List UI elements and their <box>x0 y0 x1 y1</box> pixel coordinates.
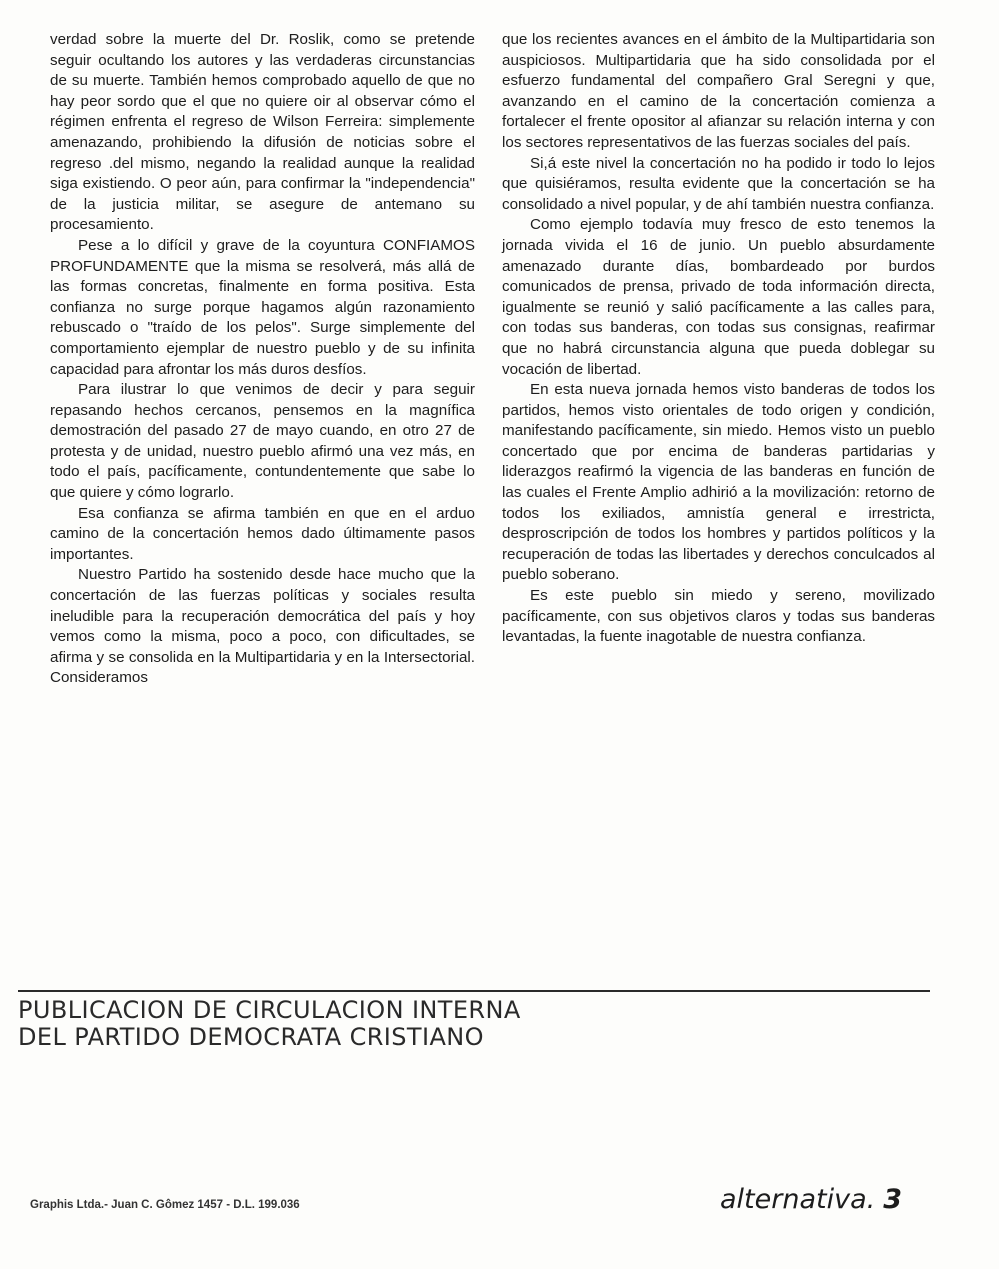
paragraph: Como ejemplo todavía muy fresco de esto tenemos la jornada vivida el 16 de junio. Un pueblo absurdamente amenazado durante días, bombardeado por burdos comunicados de prensa, privado de toda información directa, igualmente se reunió y salió pacíficamente a las calles para, con todas sus banderas, con todas sus consignas, reafirmar que no habrá circunstancia alguna que pueda doblegar su vocación de libertad. <box>502 216 935 378</box>
brand-name: alternativa. <box>720 1184 876 1215</box>
divider-rule <box>18 990 930 992</box>
paragraph: que los recientes avances en el ámbito de la Multipartidaria son auspiciosos. Multipartidaria que ha sido consolidada por el esfuerzo fundamental del compañero Gral Seregni y que, avanzando en el camino de la concertación comienza a fortalecer el frente opositor al afianzar su relación interna y con los sectores representativos de las fuerzas sociales del país. <box>502 31 935 151</box>
masthead-line: PUBLICACION DE CIRCULACION INTERNA <box>18 996 521 1024</box>
paragraph: verdad sobre la muerte del Dr. Roslik, como se pretende seguir ocultando los autores y las verdaderas circunstancias de su muerte. También hemos comprobado aquello de que no hay peor sordo que el que no quiere oir al observar cómo el régimen enfrenta el regreso de Wilson Ferreira: simplemente amenazando, prohibiendo la difusión de noticias sobre el regreso .del mismo, negando la realidad aunque la realidad siga existiendo. O peor aún, para confirmar la "independencia" de la justicia militar, se asegure de antemano su procesamiento. <box>50 31 475 234</box>
paragraph: Pese a lo difícil y grave de la coyuntura CONFIAMOS PROFUNDAMENTE que la misma se resolverá, más allá de las formas concretas, finalmente en forma positiva. Esta confianza no surge porque hagamos algún razonamiento rebuscado o "traído de los pelos". Surge simplemente del comportamiento ejemplar de nuestro pueblo y de su infinita capacidad para afrontar los más duros desfíos. <box>50 236 475 378</box>
publication-brand <box>720 1184 902 1215</box>
paragraph: Si,á este nivel la concertación no ha podido ir todo lo lejos que quisiéramos, resulta evidente que la concertación se ha consolidado a nivel popular, y de ahí también nuestra confianza. <box>502 154 935 213</box>
paragraph: Nuestro Partido ha sostenido desde hace mucho que la concertación de las fuerzas políticas y sociales resulta ineludible para la recuperación democrática del país y hoy vemos como la misma, poco a poco, con dificultades, se afirma y se consolida en la Multipartidaria y en la Intersectorial. Consideramos <box>50 566 475 687</box>
page-number: 3 <box>883 1184 902 1215</box>
paragraph: En esta nueva jornada hemos visto banderas de todos los partidos, hemos visto orientales de todo origen y condición, manifestando pacíficamente, sin miedo. Hemos visto un pueblo concertado que por encima de banderas partidarias y liderazgos reafirmó la vigencia de las banderas en función de las cuales el Frente Amplio adhirió a la movilización: retorno de todos los exiliados, amnistía general e irrestricta, desproscripción de todos los hombres y partidos políticos y la recuperación de todas las libertades y derechos conculcados al pueblo soberano. <box>502 381 935 584</box>
printer-credit: Graphis Ltda.- Juan C. Gômez 1457 - D.L. 199.036 <box>30 1199 300 1211</box>
masthead-line: DEL PARTIDO DEMOCRATA CRISTIANO <box>18 1023 484 1051</box>
right-column <box>502 30 935 648</box>
left-column <box>50 30 475 689</box>
paragraph: Esa confianza se afirma también en que en el arduo camino de la concertación hemos dado últimamente pasos importantes. <box>50 504 475 563</box>
paragraph: Para ilustrar lo que venimos de decir y para seguir repasando hechos cercanos, pensemos en la magnífica demostración del pasado 27 de mayo cuando, en otro 27 de protesta y de unidad, nuestro pueblo afirmó una vez más, en todo el país, pacíficamente, contundentemente que sabe lo que quiere y cómo lograrlo. <box>50 381 475 502</box>
masthead <box>18 997 521 1051</box>
paragraph: Es este pueblo sin miedo y sereno, movilizado pacíficamente, con sus objetivos claros y todas sus banderas levantadas, la fuente inagotable de nuestra confianza. <box>502 587 935 646</box>
